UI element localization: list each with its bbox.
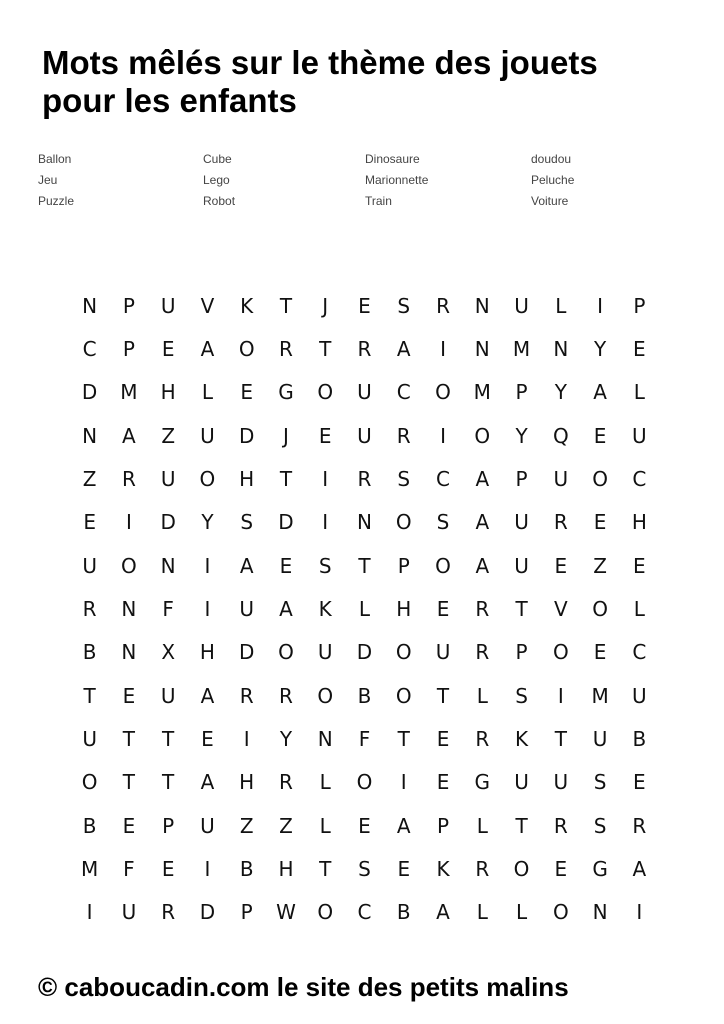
word-list-column-1 [38,150,74,213]
grid-letter: S [240,510,254,535]
grid-letter: E [593,510,607,535]
grid-letter: U [200,813,215,838]
grid-letter: C [632,640,647,665]
grid-letter: A [122,423,136,448]
grid-letter: I [125,510,132,535]
grid-letter: E [83,510,96,535]
grid-letter: U [514,770,529,795]
grid-letter: M [81,856,99,881]
grid-letter: T [162,770,175,795]
grid-letter: O [395,640,412,665]
grid-letter: E [593,423,607,448]
grid-letter: N [317,726,333,751]
grid-letter: A [200,770,215,795]
grid-letter: K [514,726,529,751]
grid-letter: B [82,640,97,665]
grid-letter: B [632,726,647,751]
grid-letter: D [238,423,255,448]
grid-letter: R [279,770,293,795]
grid-letter: C [436,466,450,491]
grid-letter: N [121,596,137,621]
grid-letter: Y [201,510,214,535]
grid-letter: N [592,900,608,925]
grid-letter: I [86,900,93,925]
grid-letter: T [436,683,450,708]
grid-letter: F [162,596,174,621]
grid-letter: P [515,380,528,405]
grid-letter: I [597,293,604,318]
grid-letter: C [632,466,647,491]
grid-letter: A [632,856,647,881]
grid-letter: U [121,900,137,925]
grid-letter: M [473,380,491,405]
grid-letter: S [515,683,528,708]
grid-letter: T [397,726,410,751]
grid-letter: W [276,900,296,925]
word-item: Marionnette [365,173,429,187]
word-item: Robot [203,194,236,208]
grid-letter: T [162,726,175,751]
grid-letter: R [475,726,490,751]
grid-letter: E [161,856,175,881]
grid-letter: R [239,683,254,708]
grid-letter: U [160,466,176,491]
grid-letter: J [283,423,289,448]
grid-letter: T [319,336,332,361]
grid-letter: A [200,336,215,361]
grid-letter: K [436,856,450,881]
grid-letter: T [515,813,528,838]
grid-letter: N [160,553,176,578]
grid-letter: O [435,553,451,578]
grid-letter: G [278,380,294,405]
grid-letter: E [201,726,214,751]
grid-letter: Z [593,553,607,578]
grid-letter: C [396,380,411,405]
grid-letter: E [318,423,332,448]
grid-letter: O [81,770,98,795]
grid-letter: Y [593,336,607,361]
grid-letter: E [358,813,371,838]
grid-letter: E [593,640,607,665]
grid-letter: S [397,466,411,491]
grid-letter: R [279,336,293,361]
grid-letter: V [553,596,568,621]
word-list-column-2 [203,150,235,213]
grid-letter: E [358,293,371,318]
grid-letter: I [204,553,211,578]
word-item: doudou [531,152,572,166]
grid-letter: T [319,856,332,881]
grid-letter: I [204,596,211,621]
word-item: Train [365,194,392,208]
grid-letter: E [122,683,136,708]
grid-letter: E [633,336,646,361]
grid-letter: B [239,856,254,881]
grid-letter: I [557,683,564,708]
grid-letter: O [317,900,334,925]
grid-letter: H [278,856,294,881]
grid-letter: T [554,726,567,751]
grid-letter: A [593,380,607,405]
grid-letter: I [322,466,329,491]
grid-letter: P [436,813,450,838]
grid-letter: O [121,553,137,578]
grid-letter: C [82,336,97,361]
grid-letter: L [476,900,488,925]
grid-letter: Y [554,380,567,405]
grid-letter: Z [161,423,176,448]
grid-letter: R [82,596,97,621]
grid-letter: D [238,640,255,665]
grid-letter: P [162,813,175,838]
grid-letter: E [633,770,646,795]
grid-letter: E [397,856,411,881]
grid-letter: U [592,726,608,751]
word-item: Peluche [531,173,575,187]
grid-letter: U [514,510,529,535]
word-item: Cube [203,152,232,166]
grid-letter: S [593,770,607,795]
grid-letter: O [356,770,373,795]
word-item: Jeu [38,173,58,187]
grid-letter: N [82,423,98,448]
grid-letter: O [317,683,334,708]
grid-letter: E [554,856,568,881]
grid-letter: U [632,423,647,448]
grid-letter: E [436,726,450,751]
grid-letter: R [357,336,372,361]
grid-letter: P [515,466,528,491]
grid-letter: U [82,553,97,578]
grid-letter: H [239,466,255,491]
word-list-column-3 [365,150,428,213]
grid-letter: U [553,770,569,795]
grid-letter: U [514,293,529,318]
grid-letter: J [322,293,329,318]
grid-letter: P [122,293,135,318]
grid-letter: U [82,726,97,751]
grid-letter: U [160,293,176,318]
grid-letter: L [358,596,371,621]
grid-letter: K [318,596,332,621]
word-list-column-4 [531,150,574,213]
grid-letter: O [513,856,530,881]
grid-letter: F [358,726,371,751]
grid-letter: U [317,640,333,665]
grid-letter: E [161,336,175,361]
grid-letter: I [322,510,329,535]
grid-letter: U [239,596,255,621]
grid-letter: I [243,726,250,751]
grid-letter: A [436,900,450,925]
grid-letter: U [632,683,647,708]
grid-letter: D [278,510,294,535]
grid-letter: E [554,553,568,578]
grid-letter: H [239,770,255,795]
page-title [42,44,702,120]
grid-letter: R [553,813,568,838]
grid-letter: L [476,683,488,708]
grid-letter: S [436,510,450,535]
grid-letter: T [358,553,371,578]
grid-letter: Z [239,813,254,838]
grid-letter: R [475,640,490,665]
grid-letter: A [396,336,411,361]
grid-letter: O [474,423,491,448]
footer-credit: © caboucadin.com le site des petits malins [38,972,569,1002]
grid-letter: O [552,900,569,925]
grid-letter: A [475,553,490,578]
grid-letter: O [317,380,334,405]
grid-letter: O [199,466,216,491]
grid-letter: O [278,640,294,665]
grid-letter: M [591,683,609,708]
grid-letter: O [592,466,608,491]
grid-letter: G [474,770,491,795]
word-item: Lego [203,173,230,187]
page-title-line-1: Mots mêlés sur le thème des jouets [42,44,598,81]
grid-letter: R [475,596,490,621]
grid-letter: D [199,900,216,925]
grid-letter: C [357,900,372,925]
grid-letter: H [160,380,176,405]
grid-letter: A [475,510,490,535]
grid-letter: L [633,596,645,621]
grid-letter: R [396,423,411,448]
grid-letter: E [436,596,450,621]
word-item: Puzzle [38,194,75,208]
grid-letter: Z [82,466,97,491]
grid-letter: B [82,813,97,838]
letter-grid [70,284,659,934]
grid-letter: E [279,553,293,578]
grid-letter: U [200,423,215,448]
grid-letter: R [357,466,372,491]
grid-letter: R [121,466,136,491]
grid-letter: H [631,510,647,535]
grid-letter: V [200,293,215,318]
grid-letter: P [397,553,410,578]
grid-letter: O [435,380,451,405]
grid-letter: Z [279,813,293,838]
grid-letter: U [514,553,529,578]
grid-letter: U [435,640,451,665]
grid-letter: P [633,293,646,318]
grid-letter: T [122,726,135,751]
grid-letter: L [555,293,567,318]
grid-letter: E [436,770,450,795]
grid-letter: T [83,683,96,708]
grid-letter: L [319,813,331,838]
grid-letter: T [279,466,293,491]
word-list [38,150,678,216]
grid-letter: B [357,683,372,708]
grid-letter: I [204,856,211,881]
grid-letter: Q [552,423,569,448]
grid-letter: N [553,336,569,361]
grid-letter: K [240,293,254,318]
grid-letter: Y [515,423,528,448]
grid-letter: I [440,423,446,448]
grid-letter: T [122,770,135,795]
grid-letter: T [515,596,528,621]
grid-letter: E [122,813,136,838]
grid-letter: U [553,466,569,491]
grid-letter: A [279,596,293,621]
grid-letter: L [515,900,528,925]
grid-letter: N [357,510,372,535]
grid-letter: N [121,640,137,665]
grid-letter: O [395,683,412,708]
grid-letter: I [636,900,643,925]
grid-letter: S [593,813,607,838]
grid-letter: R [632,813,647,838]
grid-letter: R [553,510,568,535]
grid-letter: G [592,856,608,881]
word-item: Voiture [531,194,569,208]
grid-letter: O [592,596,608,621]
grid-letter: Y [279,726,293,751]
word-item: Ballon [38,152,72,166]
grid-letter: H [396,596,412,621]
grid-letter: L [476,813,488,838]
grid-letter: O [238,336,255,361]
grid-letter: U [160,683,176,708]
grid-letter: D [160,510,176,535]
grid-letter: M [512,336,531,361]
grid-letter: E [240,380,254,405]
grid-letter: A [475,466,490,491]
grid-letter: I [400,770,407,795]
grid-letter: A [239,553,254,578]
grid-letter: L [201,380,213,405]
grid-letter: R [279,683,293,708]
grid-letter: I [440,336,446,361]
grid-letter: R [436,293,450,318]
grid-letter: R [475,856,490,881]
grid-letter: U [357,380,372,405]
word-item: Dinosaure [365,152,420,166]
grid-letter: P [240,900,253,925]
grid-letter: N [82,293,98,318]
grid-letter: F [123,856,135,881]
grid-letter: A [396,813,411,838]
grid-letter: H [199,640,215,665]
grid-letter: S [318,553,332,578]
grid-letter: A [200,683,215,708]
grid-letter: S [358,856,371,881]
grid-letter: X [161,640,176,665]
grid-letter: M [120,380,138,405]
grid-letter: O [552,640,569,665]
page-title-line-2: pour les enfants [42,82,297,119]
grid-letter: L [633,380,645,405]
grid-letter: N [474,336,490,361]
grid-letter: O [395,510,412,535]
grid-letter: S [397,293,411,318]
grid-letter: R [161,900,176,925]
grid-letter: N [474,293,490,318]
grid-letter: E [633,553,646,578]
grid-letter: D [81,380,98,405]
grid-letter: P [515,640,528,665]
grid-letter: L [319,770,331,795]
grid-letter: P [122,336,135,361]
grid-letter: T [279,293,293,318]
grid-letter: D [356,640,373,665]
grid-letter: U [357,423,372,448]
grid-letter: B [396,900,411,925]
